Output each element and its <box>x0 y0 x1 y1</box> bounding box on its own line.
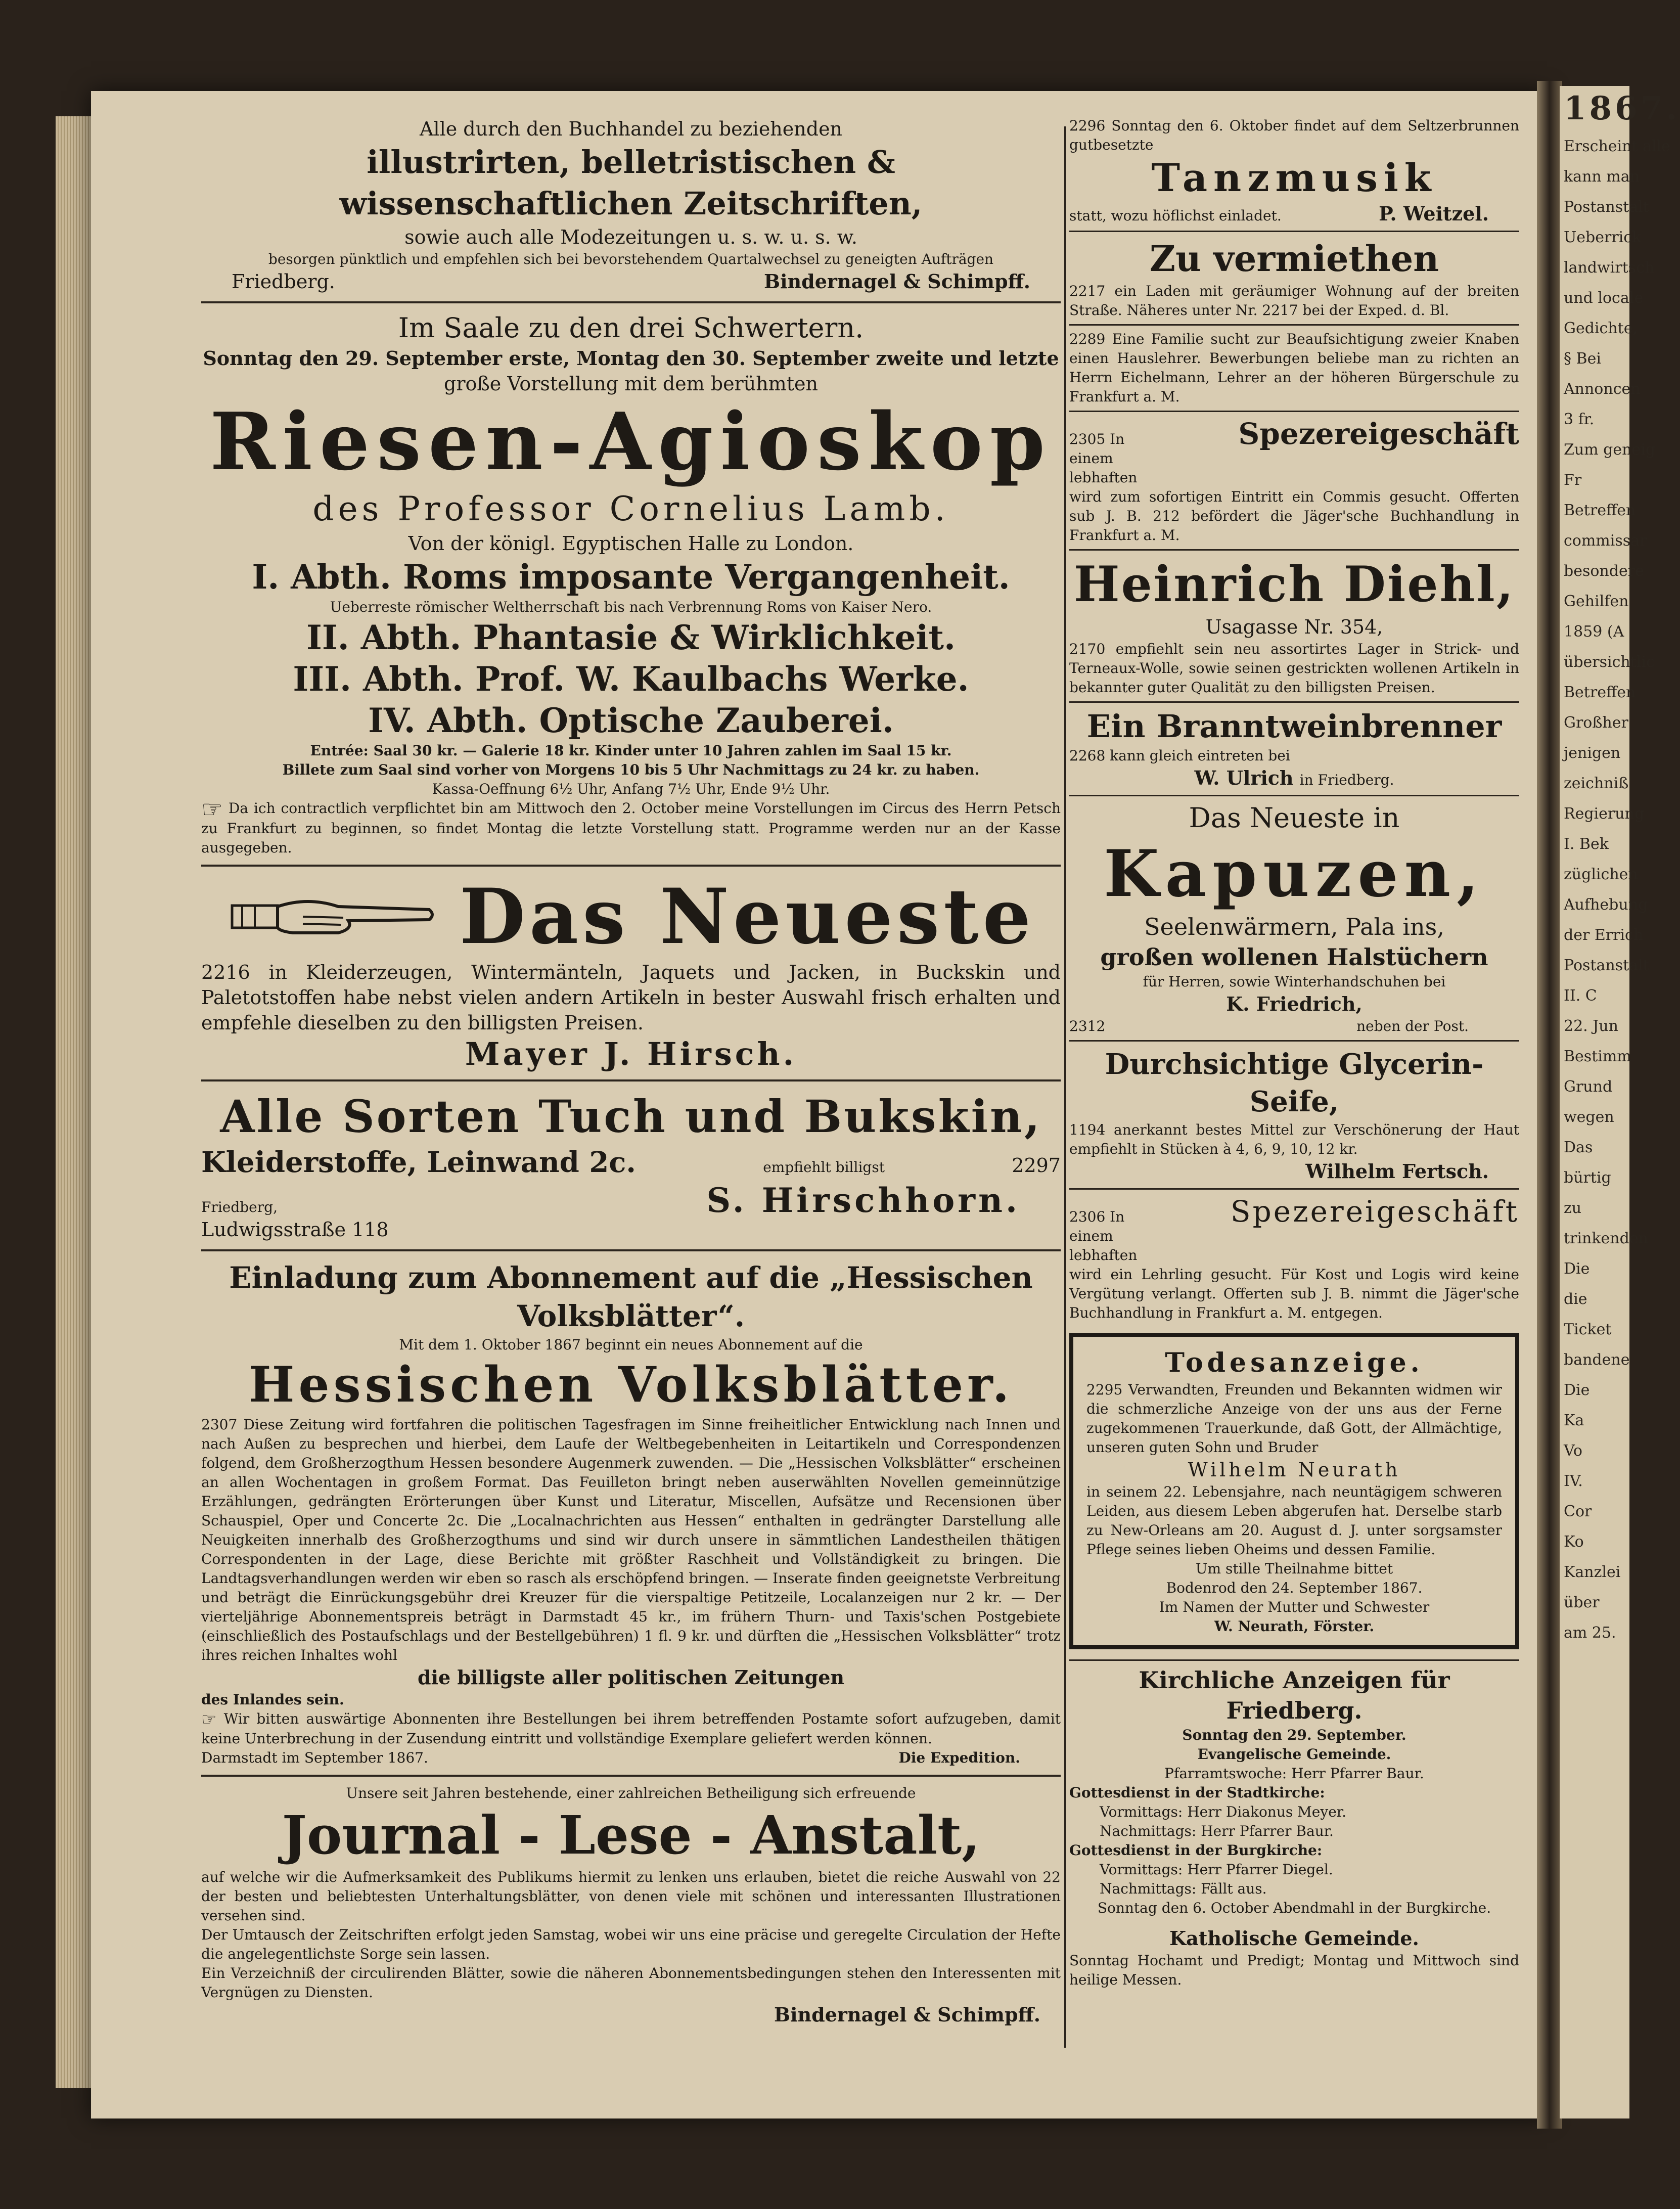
sorten-empfiehlt: empfiehlt billigst <box>763 1158 885 1176</box>
volksblaetter-signature <box>201 1748 1061 1768</box>
vermiethen-title: Zu vermiethen <box>1149 238 1439 280</box>
facing-page-fragment-line: übersichtlic <box>1564 653 1655 671</box>
right-column <box>1069 116 1519 1990</box>
pointing-hand-icon: ☞ <box>201 795 223 824</box>
facing-page-fragment-line: der Errich <box>1564 926 1644 944</box>
tod-body-2: in seinem 22. Lebensjahre, nach neuntägigem schweren Leiden, aus diesem Leben abgerufen hat. Derselbe starb zu New-Orleans am 20. August d. J. unter sorgsamster Pflege seines lieben Oheims und dessen Familie. <box>1086 1483 1502 1558</box>
familie-body: 2289 Eine Familie sucht zur Beaufsichtigung zweier Knaben einen Hauslehrer. Bewerbungen beliebe man zu richten an Herrn Eichelmann, Lehrer an der höheren Bürgerschule zu Frankfurt a. M. <box>1069 331 1519 405</box>
riesen-london: Von der königl. Egyptischen Halle zu London. <box>408 532 854 555</box>
kirche-stadt-vormittags: Vormittags: Herr Diakonus Meyer. <box>1100 1804 1346 1820</box>
facing-page-fragment-line: Ticket <box>1564 1321 1612 1338</box>
tod-stille: Um stille Theilnahme bittet <box>1195 1560 1393 1577</box>
facing-page-text <box>1560 131 1670 1648</box>
divider <box>201 865 1061 867</box>
ad-riesen-agioskop <box>201 310 1061 858</box>
ad-tanzmusik <box>1069 116 1519 227</box>
zeitschriften-title: illustrirten, belletristischen & wissenschaftlichen Zeitschriften, <box>339 144 923 222</box>
sorten-title: Alle Sorten Tuch und Bukskin, <box>220 1090 1042 1143</box>
facing-page-fragment-line: Ko <box>1564 1533 1584 1551</box>
zeitschriften-place: Friedberg. <box>232 271 335 293</box>
divider <box>1069 1040 1519 1042</box>
diehl-body: 2170 empfiehlt sein neu assortirtes Lager in Strick- und Terneaux-Wolle, sowie seinen gestrickten wollenen Artikeln in bekannter guter Qualität zu den billigsten Preisen. <box>1069 641 1519 696</box>
facing-page-fragment-line: zu <box>1564 1199 1582 1217</box>
facing-page-fragment-line: Vo <box>1564 1442 1582 1460</box>
facing-page-fragment-line: landwirtsch <box>1564 259 1655 277</box>
diehl-address: Usagasse Nr. 354, <box>1205 616 1383 638</box>
sorten-name: S. Hirschhorn. <box>706 1180 1020 1220</box>
riesen-title: Riesen-Agioskop <box>210 395 1052 488</box>
glycerin-title: Durchsichtige Glycerin-Seife, <box>1105 1048 1484 1118</box>
riesen-dates: Sonntag den 29. September erste, Montag den 30. September zweite und letzte <box>203 347 1059 370</box>
facing-page-fragment-line: Postanstalt <box>1564 198 1649 216</box>
sorten-number: 2297 <box>1012 1154 1061 1177</box>
facing-page-fragment-line: die <box>1564 1290 1587 1308</box>
tod-title: Todesanzeige. <box>1165 1347 1424 1378</box>
tanz-intro: 2296 Sonntag den 6. Oktober findet auf dem Seltzerbrunnen gutbesetzte <box>1069 117 1519 153</box>
sorten-address <box>201 1198 389 1242</box>
kirche-burg-vormittags: Vormittags: Herr Pfarrer Diegel. <box>1100 1861 1333 1878</box>
glycerin-body: 1194 anerkannt bestes Mittel zur Verschönerung der Haut empfiehlt in Stücken à 4, 6, 9, 10, 12 kr. <box>1069 1121 1519 1157</box>
facing-page-fragment-line: 3 fr. <box>1564 411 1595 428</box>
sorten-line2 <box>201 1144 1061 1181</box>
volksblaetter-invitation: Einladung zum Abonnement auf die „Hessischen Volksblätter“. <box>229 1260 1033 1333</box>
pointing-hand-icon <box>227 886 439 947</box>
brannt-place: in Friedberg. <box>1299 772 1394 788</box>
ad-hauslehrer <box>1069 330 1519 407</box>
facing-page-fragment-line: über <box>1564 1594 1600 1611</box>
riesen-abth-3: III. Abth. Prof. W. Kaulbachs Werke. <box>293 659 969 699</box>
riesen-abth-4: IV. Abth. Optische Zauberei. <box>368 701 894 740</box>
facing-page-fragment-line: IV. <box>1564 1472 1583 1490</box>
left-column <box>201 116 1061 2027</box>
facing-page-fragment-line: wegen <box>1564 1108 1614 1126</box>
zeitschriften-signature <box>201 269 1061 294</box>
divider <box>1069 1659 1519 1661</box>
ad-zeitschriften <box>201 116 1061 294</box>
riesen-grosse: große Vorstellung mit dem berühmten <box>444 373 818 395</box>
vermiethen-body: 2217 ein Laden mit geräumiger Wohnung auf der breiten Straße. Näheres unter Nr. 2217 bei der Exped. d. Bl. <box>1069 283 1519 319</box>
facing-page-fragment-line: Die <box>1564 1260 1590 1278</box>
book-gutter <box>1537 81 1562 2129</box>
glycerin-name: Wilhelm Fertsch. <box>1305 1160 1489 1183</box>
neueste-heading <box>201 874 1061 960</box>
kirche-abendmahl: Sonntag den 6. October Abendmahl in der Burgkirche. <box>1097 1900 1491 1916</box>
facing-page-fragment-line: Grund <box>1564 1078 1613 1096</box>
ad-tuch-bukskin <box>201 1089 1061 1242</box>
neueste-body: 2216 in Kleiderzeugen, Wintermänteln, Jaquets und Jacken, in Buckskin und Paletotstoffen habe nebst vielen andern Artikeln in bester Auswahl frisch erhalten und empfehle dieselben zu den billigsten Preisen. <box>201 961 1061 1034</box>
divider <box>1069 231 1519 232</box>
journal-firm: Bindernagel & Schimpff. <box>774 2003 1040 2026</box>
ad-kapuzen <box>1069 800 1519 1036</box>
brannt-title: Ein Branntweinbrenner <box>1086 708 1502 745</box>
facing-page-fragment-line: Annoncen <box>1564 380 1641 398</box>
divider <box>201 1249 1061 1251</box>
tanz-name: P. Weitzel. <box>1379 202 1489 225</box>
divider <box>1069 1188 1519 1190</box>
journal-intro: Unsere seit Jahren bestehende, einer zahlreichen Betheiligung sich erfreuende <box>346 1785 916 1801</box>
facing-page-fragment-line: Postanstalt <box>1564 957 1649 974</box>
kirche-date: Sonntag den 29. September. <box>1182 1727 1406 1743</box>
spez2-body: wird ein Lehrling gesucht. Für Kost und Logis wird keine Vergütung verlangt. Offerten sub J. B. nimmt die Jäger'sche Buchhandlung in Frankfurt a. M. entgegen. <box>1069 1266 1519 1321</box>
kirche-pfarramtswoche: Pfarramtswoche: Herr Pfarrer Baur. <box>1164 1765 1424 1782</box>
kirche-evangelisch: Evangelische Gemeinde. <box>1197 1746 1391 1763</box>
facing-page-fragment <box>1560 86 1680 2118</box>
facing-page-fragment-line: Fr <box>1564 471 1582 489</box>
spez1-body: wird zum sofortigen Eintritt ein Commis gesucht. Offerten sub J. B. 212 befördert die Jäger'sche Buchhandlung in Frankfurt a. M. <box>1069 488 1519 544</box>
facing-page-fragment-line: Zum geneig <box>1564 441 1655 459</box>
tanz-title: Tanzmusik <box>1151 155 1437 200</box>
facing-page-fragment-line: I. Bek <box>1564 835 1609 853</box>
kapuzen-line-2: großen wollenen Halstüchern <box>1100 943 1488 971</box>
brannt-body: 2268 kann gleich eintreten bei <box>1069 747 1290 764</box>
riesen-billete: Billete zum Saal sind vorher von Morgens 10 bis 5 Uhr Nachmittags zu 24 kr. zu haben. <box>282 761 980 778</box>
riesen-abth-2: II. Abth. Phantasie & Wirklichkeit. <box>306 618 956 657</box>
kapuzen-number: 2312 <box>1069 1018 1106 1034</box>
volksblaetter-billigste: die billigste aller politischen Zeitungen <box>417 1665 845 1689</box>
ad-glycerin-seife <box>1069 1046 1519 1184</box>
facing-page-fragment-line: Bestimm <box>1564 1048 1631 1065</box>
sorten-place: Friedberg, <box>201 1198 278 1215</box>
brannt-signature <box>1069 765 1519 791</box>
spez1-heading <box>1069 416 1519 487</box>
kapuzen-name: K. Friedrich, <box>1226 993 1363 1015</box>
sorten-signature <box>201 1181 1061 1242</box>
zeitschriften-intro: Alle durch den Buchhandel zu beziehenden <box>419 118 843 140</box>
ad-das-neueste <box>201 874 1061 1072</box>
kirche-katholisch: Katholische Gemeinde. <box>1169 1927 1419 1950</box>
ad-heinrich-diehl <box>1069 555 1519 697</box>
tod-sign: W. Neurath, Förster. <box>1214 1618 1375 1635</box>
spez1-title: Spezereigeschäft <box>1238 417 1519 451</box>
facing-page-fragment-line: Betreffen <box>1564 684 1636 701</box>
facing-page-fragment-line: Cor <box>1564 1503 1592 1520</box>
facing-page-year: 1867. <box>1564 89 1680 127</box>
kapuzen-pre: Das Neueste in <box>1189 802 1400 834</box>
tod-names: Im Namen der Mutter und Schwester <box>1159 1599 1430 1615</box>
riesen-kassa: Kassa-Oeffnung 6½ Uhr, Anfang 7½ Uhr, Ende 9½ Uhr. <box>432 781 830 797</box>
brannt-name: W. Ulrich <box>1194 767 1294 789</box>
facing-page-fragment-line: besondere <box>1564 562 1644 580</box>
zeitschriften-firm: Bindernagel & Schimpff. <box>764 270 1030 293</box>
facing-page-fragment-line: Die <box>1564 1381 1590 1399</box>
column-rule <box>1064 126 1066 2048</box>
zeitschriften-text: besorgen pünktlich und empfehlen sich bei bevorstehendem Quartalwechsel zu geneigten Aufträgen <box>268 251 994 267</box>
tod-place: Bodenrod den 24. September 1867. <box>1166 1580 1423 1596</box>
book-page-edges <box>56 116 96 2088</box>
ad-spezereigeschaeft-lehrling <box>1069 1194 1519 1323</box>
volksblaetter-inlandes: des Inlandes sein. <box>201 1691 344 1708</box>
spez2-pre: 2306 In einem lebhaften <box>1069 1208 1138 1264</box>
facing-page-fragment-line: bandene <box>1564 1351 1630 1369</box>
spez1-pre: 2305 In einem lebhaften <box>1069 431 1138 486</box>
facing-page-fragment-line: Gedichte, <box>1564 320 1638 337</box>
ad-branntweinbrenner <box>1069 707 1519 791</box>
divider <box>1069 795 1519 796</box>
facing-page-fragment-line: commissar <box>1564 532 1647 550</box>
facing-page-fragment-line: II. C <box>1564 987 1597 1005</box>
facing-page-fragment-line: Erscheint alle <box>1564 138 1670 155</box>
diehl-title: Heinrich Diehl, <box>1073 556 1515 613</box>
facing-page-fragment-line: Aufhebung <box>1564 896 1648 914</box>
tod-name: Wilhelm Neurath <box>1188 1459 1401 1481</box>
riesen-entree: Entrée: Saal 30 kr. — Galerie 18 kr. Kinder unter 10 Jahren zahlen im Saal 15 kr. <box>310 742 952 759</box>
tanz-statt: statt, wozu höflichst einladet. <box>1069 207 1282 224</box>
journal-body-2: Der Umtausch der Zeitschriften erfolgt jeden Samstag, wobei wir uns eine präcise und geregelte Circulation der Hefte die angelegentlichste Sorge sein lassen. <box>201 1926 1061 1962</box>
kirche-stadt-nachmittags: Nachmittags: Herr Pfarrer Baur. <box>1100 1823 1334 1839</box>
spez2-heading <box>1069 1194 1519 1265</box>
facing-page-fragment-line: Das <box>1564 1139 1593 1156</box>
divider <box>1069 549 1519 551</box>
spez2-title: Spezereigeschäft <box>1230 1194 1519 1229</box>
divider <box>201 301 1061 303</box>
volksblaetter-place: Darmstadt im September 1867. <box>201 1749 428 1766</box>
kirche-title: Kirchliche Anzeigen für Friedberg. <box>1139 1666 1450 1724</box>
neueste-name: Mayer J. Hirsch. <box>465 1035 797 1072</box>
sorten-kleiderstoffe: Kleiderstoffe, Leinwand 2c. <box>201 1145 636 1179</box>
riesen-abth-1: I. Abth. Roms imposante Vergangenheit. <box>252 557 1010 597</box>
ad-journal-lese-anstalt <box>201 1784 1061 2027</box>
volksblaetter-name: Hessischen Volksblätter. <box>248 1356 1014 1413</box>
kirche-burgkirche: Gottesdienst in der Burgkirche: <box>1069 1842 1323 1859</box>
ad-spezereigeschaeft-commis <box>1069 416 1519 545</box>
volksblaetter-note <box>201 1709 1061 1749</box>
neueste-title: Das Neueste <box>459 872 1035 961</box>
riesen-professor: des Professor Cornelius Lamb. <box>312 489 949 528</box>
zeitschriften-mode: sowie auch alle Modezeitungen u. s. w. u. s. w. <box>404 226 857 248</box>
facing-page-fragment-line: 22. Jun <box>1564 1017 1618 1035</box>
facing-page-fragment-line: zeichniß <box>1564 775 1629 792</box>
sorten-street: Ludwigsstraße 118 <box>201 1218 389 1241</box>
facing-page-fragment-line: kann man <box>1564 168 1640 186</box>
kirche-stadtkirche: Gottesdienst in der Stadtkirche: <box>1069 1784 1325 1801</box>
volksblaetter-sub: Mit dem 1. Oktober 1867 beginnt ein neues Abonnement auf die <box>399 1336 863 1353</box>
kapuzen-line-3: für Herren, sowie Winterhandschuhen bei <box>1143 973 1446 990</box>
divider <box>1069 701 1519 703</box>
kapuzen-post: neben der Post. <box>1356 1018 1469 1034</box>
journal-title: Journal - Lese - Anstalt, <box>282 1804 980 1866</box>
facing-page-fragment-line: züglichen <box>1564 866 1638 883</box>
volksblaetter-sign: Die Expedition. <box>898 1749 1020 1766</box>
divider <box>1069 411 1519 412</box>
facing-page-fragment-line: am 25. <box>1564 1624 1616 1642</box>
riesen-abth-1-sub: Ueberreste römischer Weltherrschaft bis nach Verbrennung Roms von Kaiser Nero. <box>330 599 932 615</box>
ad-hessische-volksblaetter <box>201 1258 1061 1768</box>
riesen-note-text: Da ich contractlich verpflichtet bin am Mittwoch den 2. October meine Vorstellungen im Circus des Herrn Petsch zu Frankfurt zu beginnen, so findet Montag die letzte Vorstellung statt. Programme werden nur an der Kasse ausgegeben. <box>201 800 1061 856</box>
tod-body: 2295 Verwandten, Freunden und Bekannten widmen wir die schmerzliche Anzeige von der uns aus der Ferne zugekommenen Trauerkunde, daß Gott, der Allmächtige, unseren guten Sohn und Bruder <box>1086 1381 1502 1456</box>
riesen-note <box>201 795 1061 858</box>
facing-page-fragment-line: Regierung <box>1564 805 1645 823</box>
riesen-venue: Im Saale zu den drei Schwertern. <box>398 312 864 344</box>
volksblaetter-note-text: Wir bitten auswärtige Abonnenten ihre Bestellungen bei ihrem betreffenden Postamte sofort aufzugeben, damit keine Unterbrechung in der Zusendung eintritt und vollständige Exemplare geliefert werden können. <box>201 1710 1061 1747</box>
facing-page-fragment-line: Ka <box>1564 1412 1584 1429</box>
kirche-burg-nachmittags: Nachmittags: Fällt aus. <box>1100 1880 1267 1897</box>
facing-page-fragment-line: 1859 (A <box>1564 623 1624 641</box>
kirche-katholisch-text: Sonntag Hochamt und Predigt; Montag und Mittwoch sind heilige Messen. <box>1069 1952 1519 1988</box>
kapuzen-line-1: Seelenwärmern, Pala ins, <box>1144 913 1444 940</box>
kirchliche-anzeigen <box>1069 1665 1519 1990</box>
facing-page-fragment-line: Gehilfen <box>1564 593 1629 610</box>
facing-page-fragment-line: Kanzlei <box>1564 1563 1621 1581</box>
facing-page-fragment-line: Betreffen <box>1564 502 1636 519</box>
todesanzeige-box <box>1069 1333 1519 1649</box>
facing-page-fragment-line: und locale <box>1564 289 1644 307</box>
divider <box>201 1079 1061 1081</box>
divider <box>1069 324 1519 326</box>
facing-page-fragment-line: trinkenden <box>1564 1230 1648 1247</box>
facing-page-fragment-line: bürtig <box>1564 1169 1611 1187</box>
volksblaetter-body: 2307 Diese Zeitung wird fortfahren die politischen Tagesfragen im Sinne freiheitlicher Entwicklung nach Innen und nach Außen zu besprechen und hierbei, dem Laufe der Weltbegebenheiten in Leitartikeln und Correspondenzen folgend, dem Großherzogthum Hessen besondere Augenmerk zuwenden. — Die „Hessischen Volksblätter“ erscheinen an allen Wochentagen in großem Format. Das Feuilleton bringt neben auserwählten Novellen gemeinnützige Erzählungen, gedrängten Erörterungen über Kunst und Literatur, Miscellen, Aufsätze und Recensionen über Schauspiel, Oper und Concerte 2c. Die „Localnachrichten aus Hessen“ enthalten in gedrängter Darstellung alle Neuigkeiten innerhalb des Großherzogthums und sind wir durch unsere in sämmtlichen Landestheilen thätigen Correspondenten in der Lage, diese Berichte mit größter Raschheit und Vollständigkeit zu bringen. Die Landtagsverhandlungen werden wir eben so rasch als erschöpfend bringen. — Inserate finden geeignetste Verbreitung und beträgt die Einrückungsgebühr drei Kreuzer für die vierspaltige Petitzeile, Localanzeigen nur 2 kr. — Der vierteljährige Abonnementspreis beträgt in Darmstadt 45 kr., im frühern Thurn- und Taxis'schen Postgebiete (einschließlich des Postaufschlags und der Bestellgebühren) 1 fl. 9 kr. und dürften die „Hessischen Volksblätter“ trotz ihres reichen Inhaltes wohl <box>201 1416 1061 1663</box>
kapuzen-footer <box>1069 1017 1519 1036</box>
facing-page-fragment-line: jenigen <box>1564 744 1621 762</box>
facing-page-fragment-line: Ueberrick <box>1564 229 1642 246</box>
ad-zu-vermiethen <box>1069 236 1519 320</box>
kapuzen-title: Kapuzen, <box>1103 836 1485 911</box>
facing-page-fragment-line: Großher <box>1564 714 1628 732</box>
pointing-hand-icon: ☞ <box>201 1709 217 1730</box>
divider <box>201 1775 1061 1777</box>
facing-page-fragment-line: § Bei <box>1564 350 1601 368</box>
tanz-signature <box>1069 201 1519 227</box>
journal-body-1: auf welche wir die Aufmerksamkeit des Publikums hiermit zu lenken uns erlauben, bietet die reiche Auswahl von 22 der besten und beliebtesten Unterhaltungsblätter, von denen viele mit schönen und interessanten Illustrationen versehen sind. <box>201 1869 1061 1924</box>
journal-body-3: Ein Verzeichniß der circulirenden Blätter, sowie die näheren Abonnementsbedingungen stehen den Interessenten mit Vergnügen zu Diensten. <box>201 1965 1061 2001</box>
